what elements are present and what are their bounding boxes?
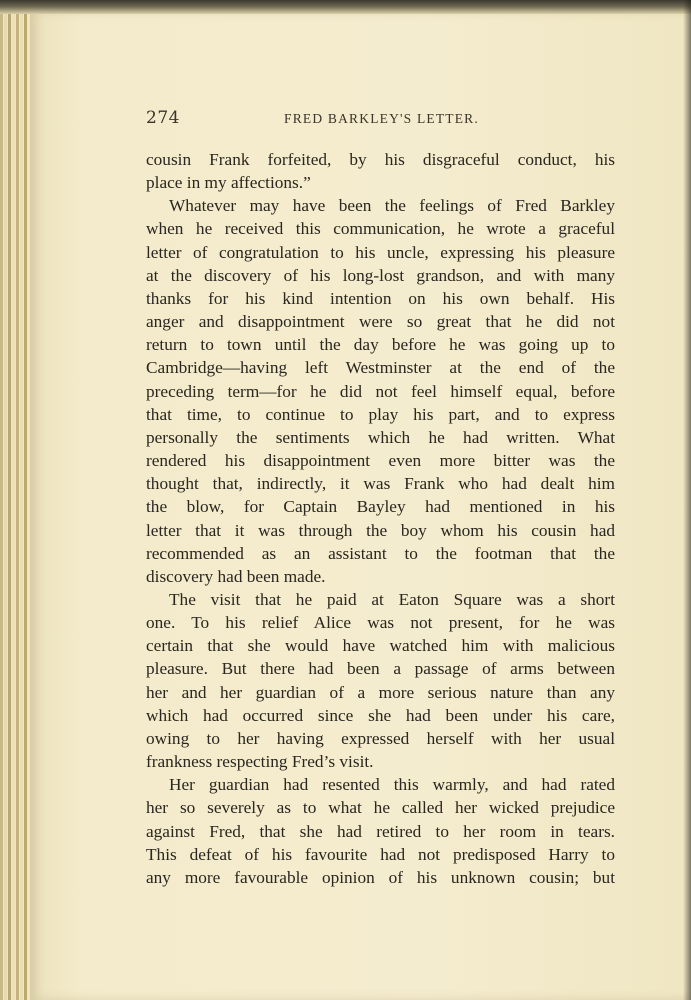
text-line: against Fred, that she had retired to her room in tears. [146, 821, 615, 841]
text-line: when he received this communication, he wrote a graceful [146, 219, 615, 239]
text-line: preceding term—for he did not feel himself equal, before [146, 381, 615, 401]
text-line: This defeat of his favourite had not predisposed Harry to [146, 844, 615, 864]
text-line: letter that it was through the boy whom his cousin had [146, 520, 615, 540]
text-line: Cambridge—having left Westminster at the end of the [146, 358, 615, 378]
top-shadow [0, 0, 691, 14]
text-line: Her guardian had resented this warmly, and had rated [169, 775, 615, 795]
text-line: any more favourable opinion of his unknown cousin; but [146, 867, 615, 887]
text-line: anger and disappointment were so great that he did not [146, 312, 615, 332]
text-line: personally the sentiments which he had written. What [146, 427, 615, 447]
text-line: return to town until the day before he was going up to [146, 335, 615, 355]
text-line: that time, to continue to play his part, and to express [146, 404, 615, 424]
page-header [146, 108, 616, 130]
text-line: pleasure. But there had been a passage of arms between [146, 659, 615, 679]
text-line: rendered his disappointment even more bitter was the [146, 451, 615, 471]
right-shadow [683, 0, 691, 1000]
text-line: thanks for his kind intention on his own behalf. His [146, 288, 615, 308]
text-line: owing to her having expressed herself with her usual [146, 728, 615, 748]
text-line: at the discovery of his long-lost grandson, and with many [146, 265, 615, 285]
text-line: thought that, indirectly, it was Frank who had dealt him [146, 474, 615, 494]
text-line: place in my affections.” [146, 173, 311, 193]
page-edge [12, 0, 15, 1000]
text-line: discovery had been made. [146, 566, 326, 586]
text-line: letter of congratulation to his uncle, expressing his pleasure [146, 242, 615, 262]
body-text [146, 148, 615, 889]
running-head: FRED BARKLEY'S LETTER. [284, 111, 479, 126]
text-line: which had occurred since she had been under his care, [146, 705, 615, 725]
text-line: frankness respecting Fred’s visit. [146, 752, 374, 772]
text-line: certain that she would have watched him with malicious [146, 636, 615, 656]
text-line: one. To his relief Alice was not present, for he was [146, 613, 615, 633]
page-edge [24, 0, 27, 1000]
text-line: the blow, for Captain Bayley had mentioned in his [146, 497, 615, 517]
text-line: her and her guardian of a more serious nature than any [146, 682, 615, 702]
page-edge [16, 0, 19, 1000]
text-line: recommended as an assistant to the footman that the [146, 543, 615, 563]
text-line: Whatever may have been the feelings of Fred Barkley [169, 196, 615, 216]
page-edge [4, 0, 7, 1000]
page-edge [8, 0, 11, 1000]
text-line: The visit that he paid at Eaton Square was a short [169, 589, 615, 609]
page-edge [20, 0, 23, 1000]
text-line: cousin Frank forfeited, by his disgraceful conduct, his [146, 150, 615, 169]
text-line: her so severely as to what he called her wicked prejudice [146, 798, 615, 818]
page-edge [0, 0, 3, 1000]
page-number: 274 [146, 108, 180, 128]
